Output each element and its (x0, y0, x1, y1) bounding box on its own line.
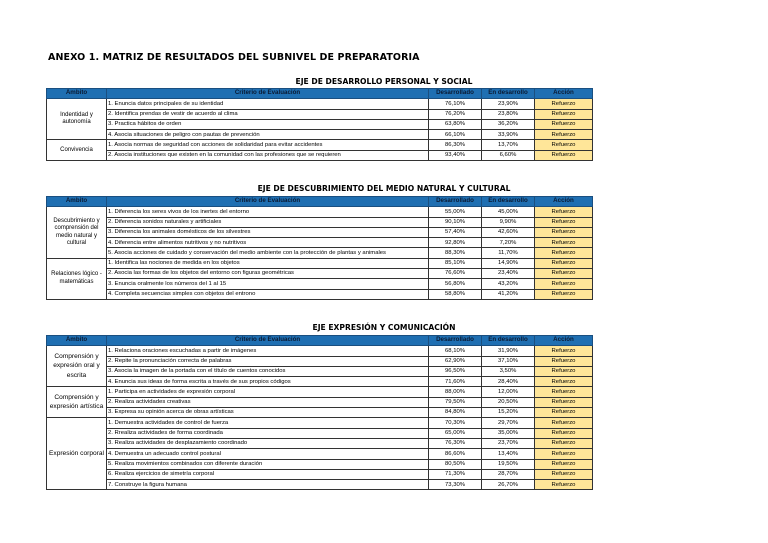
desarrollado-cell: 62,90% (429, 356, 482, 366)
en-desarrollo-cell: 11,70% (482, 248, 535, 258)
criterio-cell: 1. Participa en actividades de expresión corporal (107, 387, 429, 397)
header-criterio: Criterio de Evaluación (107, 336, 429, 346)
accion-cell: Refuerzo (535, 480, 593, 490)
criterio-cell: 3. Diferencia los animales domésticos de los silvestres (107, 227, 429, 237)
table-row (47, 238, 593, 248)
accion-cell: Refuerzo (535, 377, 593, 387)
criterio-cell: 3. Practica hábitos de orden (107, 119, 429, 129)
en-desarrollo-cell: 37,10% (482, 356, 535, 366)
accion-cell: Refuerzo (535, 207, 593, 217)
criterio-cell: 3. Asocia la imagen de la portada con el título de cuentos conocidos (107, 366, 429, 376)
header-desarrollado: Desarrollado (429, 336, 482, 346)
desarrollado-cell: 79,50% (429, 397, 482, 407)
desarrollado-cell: 66,10% (429, 130, 482, 140)
en-desarrollo-cell: 19,50% (482, 459, 535, 469)
en-desarrollo-cell: 3,50% (482, 366, 535, 376)
header-desarrollado: Desarrollado (429, 89, 482, 99)
desarrollado-cell: 86,30% (429, 140, 482, 150)
table-row (47, 227, 593, 237)
en-desarrollo-cell: 9,90% (482, 217, 535, 227)
criterio-cell: 4. Demuestra un adecuado control postural (107, 449, 429, 459)
accion-cell: Refuerzo (535, 408, 593, 418)
en-desarrollo-cell: 28,40% (482, 377, 535, 387)
ambito-cell: Descubrimiento y comprensión del medio natural y cultural (47, 207, 107, 258)
en-desarrollo-cell: 43,20% (482, 279, 535, 289)
desarrollado-cell: 76,60% (429, 269, 482, 279)
table-row (47, 408, 593, 418)
criterio-cell: 3. Enuncia oralmente los números del 1 al 15 (107, 279, 429, 289)
table-row (47, 150, 593, 160)
en-desarrollo-cell: 29,70% (482, 418, 535, 428)
desarrollado-cell: 55,00% (429, 207, 482, 217)
en-desarrollo-cell: 12,00% (482, 387, 535, 397)
ambito-cell: Indentidad y autonomía (47, 99, 107, 140)
accion-cell: Refuerzo (535, 438, 593, 448)
accion-cell: Refuerzo (535, 459, 593, 469)
header-row (47, 89, 593, 99)
criterio-cell: 2. Rrealiza actividades de forma coordinada (107, 428, 429, 438)
table-row (47, 99, 593, 109)
accion-cell: Refuerzo (535, 366, 593, 376)
accion-cell: Refuerzo (535, 418, 593, 428)
results-table (46, 88, 593, 161)
document-title: ANEXO 1. MATRIZ DE RESULTADOS DEL SUBNIVEL DE PREPARATORIA (48, 52, 420, 63)
ambito-cell: Expresión corporal (47, 418, 107, 490)
desarrollado-cell: 65,00% (429, 428, 482, 438)
desarrollado-cell: 68,10% (429, 346, 482, 356)
header-ambito: Ámbito (47, 89, 107, 99)
desarrollado-cell: 63,80% (429, 119, 482, 129)
table-row (47, 397, 593, 407)
accion-cell: Refuerzo (535, 130, 593, 140)
en-desarrollo-cell: 45,00% (482, 207, 535, 217)
table-row (47, 459, 593, 469)
ambito-cell: Comprensión y expresión oral y escrita (47, 346, 107, 387)
en-desarrollo-cell: 23,80% (482, 109, 535, 119)
header-row (47, 197, 593, 207)
desarrollado-cell: 96,50% (429, 366, 482, 376)
criterio-cell: 1. Enuncia datos principales de su identidad (107, 99, 429, 109)
criterio-cell: 2. Asocia las formas de los objetos del entorno con figuras geométricas (107, 269, 429, 279)
accion-cell: Refuerzo (535, 449, 593, 459)
ambito-cell: Comprensión y expresión artística (47, 387, 107, 418)
accion-cell: Refuerzo (535, 227, 593, 237)
criterio-cell: 3. Realiza actividades de desplazamiento coordinado (107, 438, 429, 448)
table-row (47, 366, 593, 376)
header-criterio: Criterio de Evaluación (107, 89, 429, 99)
table-row (47, 279, 593, 289)
en-desarrollo-cell: 35,00% (482, 428, 535, 438)
accion-cell: Refuerzo (535, 469, 593, 479)
table-row (47, 356, 593, 366)
criterio-cell: 4. Diferencia entre alimentos nutritivos y no nutritivos (107, 238, 429, 248)
accion-cell: Refuerzo (535, 150, 593, 160)
desarrollado-cell: 70,30% (429, 418, 482, 428)
desarrollado-cell: 76,20% (429, 109, 482, 119)
en-desarrollo-cell: 7,20% (482, 238, 535, 248)
desarrollado-cell: 71,60% (429, 377, 482, 387)
criterio-cell: 2. Asocia instituciones que existen en la comunidad con las profesiones que se requieren (107, 150, 429, 160)
desarrollado-cell: 85,10% (429, 258, 482, 268)
criterio-cell: 2. Realiza actividades creativas (107, 397, 429, 407)
en-desarrollo-cell: 36,20% (482, 119, 535, 129)
section-title: EJE EXPRESIÓN Y COMUNICACIÓN (312, 323, 456, 332)
table-row (47, 418, 593, 428)
accion-cell: Refuerzo (535, 217, 593, 227)
header-en-desarrollo: En desarrollo (482, 89, 535, 99)
accion-cell: Refuerzo (535, 356, 593, 366)
criterio-cell: 4. Asocia situaciones de peligro con pautas de prevención (107, 130, 429, 140)
header-en-desarrollo: En desarrollo (482, 336, 535, 346)
header-en-desarrollo: En desarrollo (482, 197, 535, 207)
desarrollado-cell: 80,50% (429, 459, 482, 469)
accion-cell: Refuerzo (535, 140, 593, 150)
table-row (47, 346, 593, 356)
en-desarrollo-cell: 6,60% (482, 150, 535, 160)
table-row (47, 217, 593, 227)
desarrollado-cell: 73,30% (429, 480, 482, 490)
en-desarrollo-cell: 23,90% (482, 99, 535, 109)
accion-cell: Refuerzo (535, 428, 593, 438)
criterio-cell: 4. Completa secuencias simples con objetos del entrono (107, 289, 429, 299)
desarrollado-cell: 57,40% (429, 227, 482, 237)
accion-cell: Refuerzo (535, 269, 593, 279)
criterio-cell: 2. Repite la pronunciación correcta de palabras (107, 356, 429, 366)
desarrollado-cell: 56,80% (429, 279, 482, 289)
table-row (47, 387, 593, 397)
criterio-cell: 5. Asocia acciones de cuidado y conservación del medio ambiente con la protección de plantas y animales (107, 248, 429, 258)
en-desarrollo-cell: 13,70% (482, 140, 535, 150)
desarrollado-cell: 90,10% (429, 217, 482, 227)
accion-cell: Refuerzo (535, 248, 593, 258)
section-title: EJE DE DESARROLLO PERSONAL Y SOCIAL (295, 77, 473, 86)
criterio-cell: 5. Realiza movimientos combinados con diferente duración (107, 459, 429, 469)
desarrollado-cell: 92,80% (429, 238, 482, 248)
ambito-cell: Convivencia (47, 140, 107, 161)
en-desarrollo-cell: 28,70% (482, 469, 535, 479)
criterio-cell: 6. Realiza ejercicios de simetría corporal (107, 469, 429, 479)
criterio-cell: 3. Expresa su opinión acerca de obras artísticas (107, 408, 429, 418)
table-row (47, 377, 593, 387)
en-desarrollo-cell: 23,70% (482, 438, 535, 448)
results-table (46, 335, 593, 490)
header-row (47, 336, 593, 346)
table-row (47, 469, 593, 479)
section-title: EJE DE DESCUBRIMIENTO DEL MEDIO NATURAL Y CULTURAL (257, 184, 511, 193)
accion-cell: Refuerzo (535, 119, 593, 129)
en-desarrollo-cell: 13,40% (482, 449, 535, 459)
table-row (47, 119, 593, 129)
accion-cell: Refuerzo (535, 258, 593, 268)
desarrollado-cell: 93,40% (429, 150, 482, 160)
table-row (47, 130, 593, 140)
header-ambito: Ámbito (47, 336, 107, 346)
desarrollado-cell: 86,60% (429, 449, 482, 459)
en-desarrollo-cell: 31,90% (482, 346, 535, 356)
en-desarrollo-cell: 20,50% (482, 397, 535, 407)
criterio-cell: 7. Construye la figura humana (107, 480, 429, 490)
en-desarrollo-cell: 23,40% (482, 269, 535, 279)
en-desarrollo-cell: 33,90% (482, 130, 535, 140)
accion-cell: Refuerzo (535, 387, 593, 397)
criterio-cell: 1. Asocia normas de seguridad con acciones de solidaridad para evitar accidentes (107, 140, 429, 150)
desarrollado-cell: 76,30% (429, 438, 482, 448)
table-row (47, 248, 593, 258)
criterio-cell: 1. Diferencia los seres vivos de los inertes del entorno (107, 207, 429, 217)
header-accion: Acción (535, 197, 593, 207)
accion-cell: Refuerzo (535, 109, 593, 119)
results-table (46, 196, 593, 300)
table-row (47, 480, 593, 490)
header-ambito: Ámbito (47, 197, 107, 207)
table-row (47, 207, 593, 217)
desarrollado-cell: 71,30% (429, 469, 482, 479)
ambito-cell: Relaciones lógico - matemáticas (47, 258, 107, 299)
header-accion: Acción (535, 336, 593, 346)
criterio-cell: 2. Identifica prendas de vestir de acuerdo al clima (107, 109, 429, 119)
table-row (47, 289, 593, 299)
table-row (47, 258, 593, 268)
table-row (47, 109, 593, 119)
criterio-cell: 1. Demuestra actividades de control de fuerza (107, 418, 429, 428)
accion-cell: Refuerzo (535, 99, 593, 109)
desarrollado-cell: 84,80% (429, 408, 482, 418)
table-row (47, 140, 593, 150)
desarrollado-cell: 88,00% (429, 387, 482, 397)
header-accion: Acción (535, 89, 593, 99)
table-row (47, 449, 593, 459)
criterio-cell: 4. Enuncia sus ideas de forma escrita a través de sus propios códigos (107, 377, 429, 387)
accion-cell: Refuerzo (535, 397, 593, 407)
accion-cell: Refuerzo (535, 238, 593, 248)
accion-cell: Refuerzo (535, 279, 593, 289)
en-desarrollo-cell: 42,60% (482, 227, 535, 237)
en-desarrollo-cell: 15,20% (482, 408, 535, 418)
table-row (47, 438, 593, 448)
desarrollado-cell: 58,80% (429, 289, 482, 299)
en-desarrollo-cell: 41,20% (482, 289, 535, 299)
accion-cell: Refuerzo (535, 289, 593, 299)
en-desarrollo-cell: 14,90% (482, 258, 535, 268)
header-criterio: Criterio de Evaluación (107, 197, 429, 207)
criterio-cell: 2. Diferencia sonidos naturales y artificiales (107, 217, 429, 227)
desarrollado-cell: 88,30% (429, 248, 482, 258)
table-row (47, 428, 593, 438)
table-row (47, 269, 593, 279)
criterio-cell: 1. Identifica las nociones de medida en los objetos (107, 258, 429, 268)
header-desarrollado: Desarrollado (429, 197, 482, 207)
desarrollado-cell: 76,10% (429, 99, 482, 109)
en-desarrollo-cell: 26,70% (482, 480, 535, 490)
accion-cell: Refuerzo (535, 346, 593, 356)
criterio-cell: 1. Relaciona oraciones escuchadas a partir de imágenes (107, 346, 429, 356)
